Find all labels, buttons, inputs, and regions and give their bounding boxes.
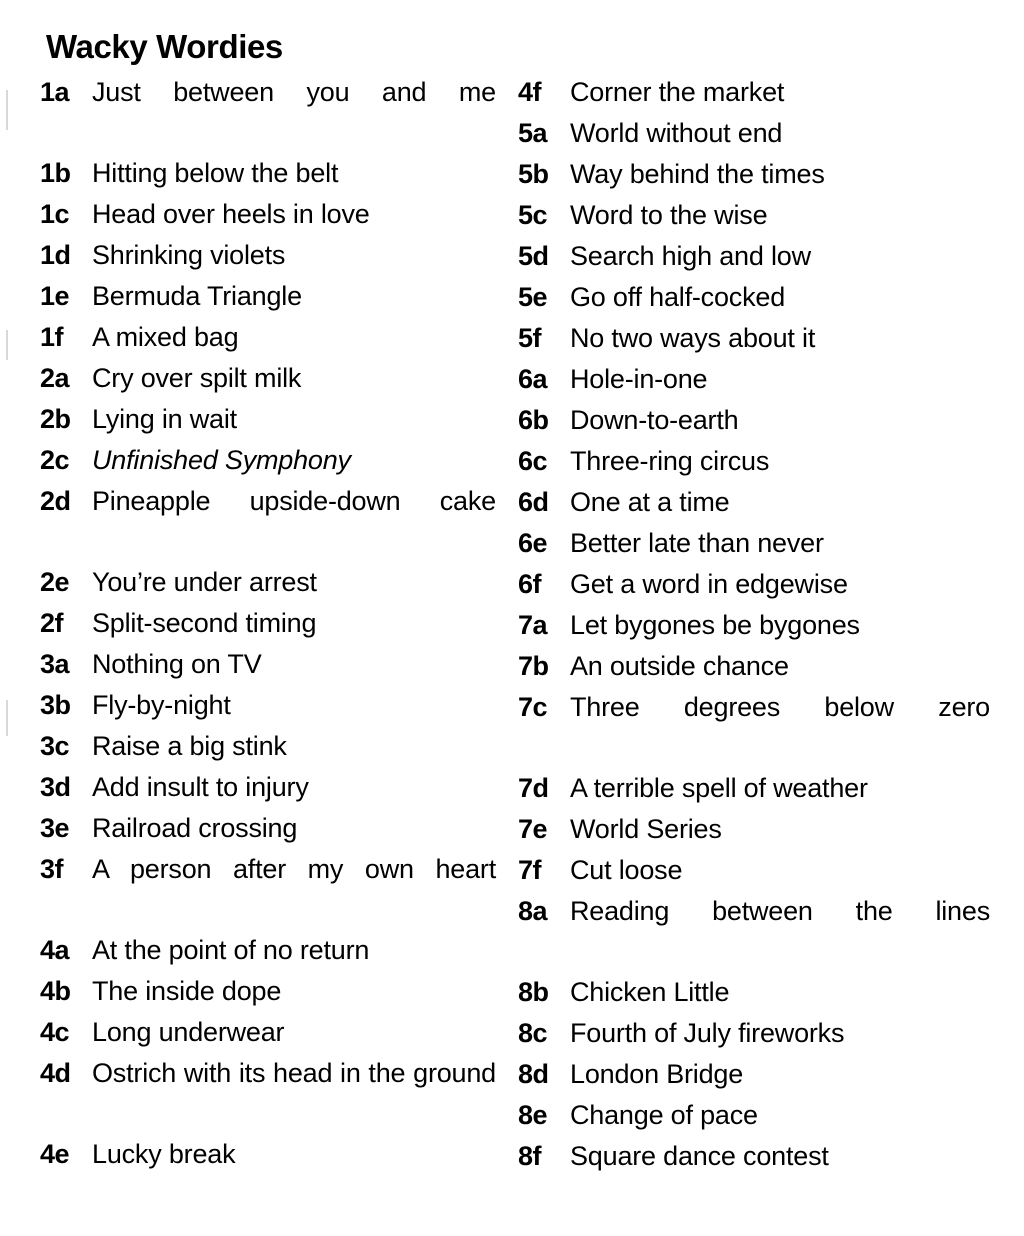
answer-entry (40, 358, 496, 398)
answer-key: 5d (518, 241, 549, 271)
answer-key: 4f (518, 77, 542, 107)
answer-text: A terrible spell of weather (570, 773, 868, 803)
answer-entry (518, 605, 990, 645)
answer-key: 8c (518, 1018, 548, 1048)
answer-text: A mixed bag (92, 322, 239, 352)
answer-text: Word to the wise (570, 200, 768, 230)
answer-entry (518, 318, 990, 358)
answer-entry (518, 972, 990, 1012)
answer-entry (518, 1013, 990, 1053)
answer-entry (518, 195, 990, 235)
answer-text: Square dance contest (570, 1141, 829, 1171)
answer-text: Just between you and me (92, 77, 496, 107)
answer-entry (40, 440, 496, 480)
answer-text: Corner the market (570, 77, 785, 107)
answer-text: Railroad crossing (92, 813, 298, 843)
answer-key: 8b (518, 977, 549, 1007)
answer-text: London Bridge (570, 1059, 744, 1089)
answer-entry (518, 891, 990, 971)
answer-key: 8e (518, 1100, 548, 1130)
answer-text: Search high and low (570, 241, 811, 271)
answer-entry (518, 1095, 990, 1135)
answer-key: 8a (518, 896, 548, 926)
answer-key: 8d (518, 1059, 549, 1089)
answer-text: Ostrich with its head in the ground (92, 1058, 496, 1088)
answer-key: 2e (40, 567, 70, 597)
answer-text: Get a word in edgewise (570, 569, 848, 599)
answer-entry (40, 726, 496, 766)
answer-entry (40, 1053, 496, 1133)
answers-column-left (40, 72, 496, 1175)
answer-key: 6c (518, 446, 548, 476)
answer-entry (40, 685, 496, 725)
answer-text: Hitting below the belt (92, 158, 339, 188)
answer-text: Raise a big stink (92, 731, 287, 761)
answer-text: Hole-in-one (570, 364, 708, 394)
answer-text: Unfinished Symphony (92, 445, 351, 475)
answer-key: 5f (518, 323, 542, 353)
answer-key: 6f (518, 569, 542, 599)
answer-text: Head over heels in love (92, 199, 370, 229)
answer-text: Fourth of July fireworks (570, 1018, 845, 1048)
answer-entry (518, 482, 990, 522)
answer-key: 4b (40, 976, 71, 1006)
answer-text: An outside chance (570, 651, 789, 681)
answer-entry (40, 481, 496, 561)
answer-text: Cut loose (570, 855, 683, 885)
answer-text: Let bygones be bygones (570, 610, 860, 640)
answer-entry (40, 399, 496, 439)
answer-key: 8f (518, 1141, 542, 1171)
answer-key: 7a (518, 610, 548, 640)
answer-key: 6a (518, 364, 548, 394)
answer-key: 6b (518, 405, 549, 435)
page-title: Wacky Wordies (46, 28, 283, 65)
answer-entry (40, 644, 496, 684)
answer-entry (518, 1054, 990, 1094)
answer-entry (518, 236, 990, 276)
answer-entry (518, 72, 990, 112)
answer-entry (40, 153, 496, 193)
answers-column-right (518, 72, 990, 1177)
answer-key: 7b (518, 651, 549, 681)
answer-text: Split-second timing (92, 608, 317, 638)
answer-text: One at a time (570, 487, 730, 517)
answer-text: Better late than never (570, 528, 824, 558)
answer-text: World without end (570, 118, 783, 148)
answer-entry (40, 849, 496, 929)
answer-key: 3b (40, 690, 71, 720)
answer-entry (40, 276, 496, 316)
answer-entry (518, 646, 990, 686)
answer-entry (40, 1012, 496, 1052)
answer-entry (40, 767, 496, 807)
answer-key: 7f (518, 855, 542, 885)
answer-text: Cry over spilt milk (92, 363, 302, 393)
answer-text: The inside dope (92, 976, 282, 1006)
answer-entry (40, 808, 496, 848)
answer-key: 4e (40, 1139, 70, 1169)
answer-entry (518, 687, 990, 767)
answer-entry (40, 930, 496, 970)
answer-entry (518, 1136, 990, 1176)
answer-key: 5b (518, 159, 549, 189)
answer-key: 4a (40, 935, 70, 965)
answer-text: A person after my own heart (92, 854, 496, 884)
answer-text: Chicken Little (570, 977, 730, 1007)
answer-text: Change of pace (570, 1100, 758, 1130)
answer-text: Long underwear (92, 1017, 285, 1047)
answer-key: 1e (40, 281, 70, 311)
answer-key: 6e (518, 528, 548, 558)
answer-entry (518, 441, 990, 481)
answer-key: 5e (518, 282, 548, 312)
answer-text: Nothing on TV (92, 649, 262, 679)
answer-text: Add insult to injury (92, 772, 309, 802)
answer-entry (40, 1134, 496, 1174)
answer-entry (40, 194, 496, 234)
answer-text: No two ways about it (570, 323, 816, 353)
answer-text: Shrinking violets (92, 240, 286, 270)
answer-text: Go off half-cocked (570, 282, 786, 312)
answer-key: 1a (40, 77, 70, 107)
answer-entry (40, 971, 496, 1011)
answer-entry (40, 562, 496, 602)
answer-key: 5c (518, 200, 548, 230)
answer-key: 1b (40, 158, 71, 188)
answer-entry (518, 359, 990, 399)
answer-text: Reading between the lines (570, 896, 990, 926)
answer-text: Three degrees below zero (570, 692, 990, 722)
answer-entry (518, 768, 990, 808)
answer-text: Pineapple upside-down cake (92, 486, 496, 516)
answer-text: Lying in wait (92, 404, 237, 434)
answer-key: 4d (40, 1058, 71, 1088)
answers-columns (40, 72, 998, 1177)
answer-key: 2d (40, 486, 71, 516)
answer-key: 4c (40, 1017, 70, 1047)
answer-entry (40, 317, 496, 357)
answer-entry (518, 523, 990, 563)
answer-key: 2a (40, 363, 70, 393)
answer-text: Lucky break (92, 1139, 236, 1169)
answer-entry (518, 400, 990, 440)
answer-key: 6d (518, 487, 549, 517)
answer-key: 5a (518, 118, 548, 148)
answer-entry (518, 113, 990, 153)
answer-entry (518, 850, 990, 890)
answer-key: 3f (40, 854, 64, 884)
answer-key: 3d (40, 772, 71, 802)
answer-text: Way behind the times (570, 159, 825, 189)
answer-key: 1c (40, 199, 70, 229)
answer-key: 3a (40, 649, 70, 679)
answer-key: 2c (40, 445, 70, 475)
answer-text: Three-ring circus (570, 446, 770, 476)
answer-text: Fly-by-night (92, 690, 231, 720)
answer-key: 7d (518, 773, 549, 803)
answer-key: 2f (40, 608, 64, 638)
answer-key: 3e (40, 813, 70, 843)
answer-key: 1d (40, 240, 71, 270)
answer-entry (518, 809, 990, 849)
answer-text: Down-to-earth (570, 405, 739, 435)
answer-entry (40, 603, 496, 643)
answer-key: 7e (518, 814, 548, 844)
answer-entry (518, 277, 990, 317)
answer-entry (518, 154, 990, 194)
answer-text: You’re under arrest (92, 567, 317, 597)
page-edge-marks (2, 0, 10, 1236)
answer-key: 2b (40, 404, 71, 434)
answer-entry (40, 72, 496, 152)
answer-entry (518, 564, 990, 604)
answer-key: 1f (40, 322, 64, 352)
answer-text: At the point of no return (92, 935, 370, 965)
answer-key: 7c (518, 692, 548, 722)
answer-text: World Series (570, 814, 722, 844)
answer-key: 3c (40, 731, 70, 761)
answer-entry (40, 235, 496, 275)
answer-text: Bermuda Triangle (92, 281, 302, 311)
